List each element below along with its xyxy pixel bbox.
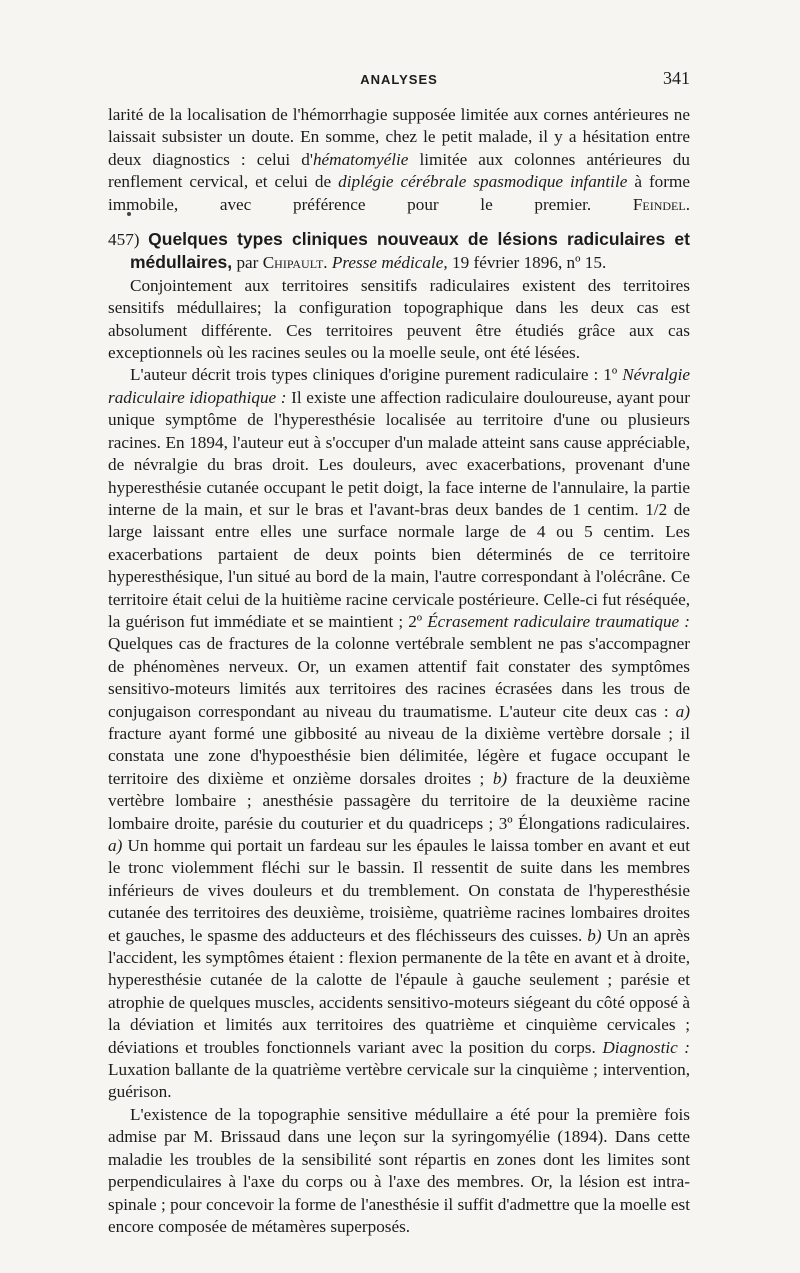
article-journal: Presse médicale, bbox=[331, 253, 448, 273]
p2-italic-6: b) bbox=[587, 925, 602, 945]
intro-text-1: larité de la localisation de l'hémorrhagie supposée limitée aux cornes antérieures ne laissait subsister un doute. En somme, chez le petit malade, il y a hésitation entre deux diagnostics : celui d' bbox=[108, 105, 690, 169]
p2-text-8: Luxation ballante de la quatrième vertèbre cervicale sur la cinquième ; intervention, guérison. bbox=[108, 1060, 690, 1102]
article-title: Quelques types cliniques nouveaux de lésions radiculaires et médullaires, bbox=[130, 229, 690, 273]
intro-paragraph bbox=[108, 104, 690, 216]
page-body bbox=[108, 104, 690, 1238]
article-number: 457) bbox=[108, 230, 149, 250]
p2-italic-3: a) bbox=[675, 701, 690, 721]
intro-text-2: limitée aux colonnes antérieures du renflement cervical, et celui de bbox=[108, 149, 690, 192]
p2-text-5: fracture de la deuxième vertèbre lombaire ; anesthésie passagère du territoire de la deuxième racine lombaire droite, parésie du couturier et du quadriceps ; 3º Élongations radiculaires. bbox=[108, 768, 690, 833]
p2-italic-2: Écrasement radiculaire traumatique : bbox=[427, 611, 690, 631]
intro-text-3: à forme immobile, avec préférence pour le premier. bbox=[108, 172, 690, 214]
p2-text-7: Un an après l'accident, les symptômes étaient : flexion permanente de la tête en avant et à droite, hyperesthésie cutanée de la calotte de l'épaule à gauche seulement ; parésie et atrophie de quelques muscles, accidents sensitivo-moteurs siégeant du côté opposé à la déviation et limités aux territoires des quatrième et cinquième cervicales ; déviations et troubles fonctionnels variant avec la position du corps. bbox=[108, 925, 690, 1057]
page-number: 341 bbox=[663, 68, 690, 88]
p2-italic-4: b) bbox=[492, 768, 508, 788]
article-par: par bbox=[232, 253, 263, 273]
paragraph-1: Conjointement aux territoires sensitifs radiculaires existent des territoires sensitifs médullaires; la configuration topographique dans les deux cas est absolument différente. Ces territoires peuvent être étudiés grâce aux cas exceptionnels où les racines seules ou la moelle seule, ont été lésées. bbox=[108, 275, 690, 363]
p2-text-4: fracture ayant formé une gibbosité au niveau de la dixième vertèbre dorsale ; il constata une zone d'hypoesthésie bien délimitée, légère et fugace occupant le territoire des dixième et onzième dorsales droites ; bbox=[108, 723, 690, 788]
p2-text-1: L'auteur décrit trois types cliniques d'origine purement radiculaire : 1º bbox=[130, 365, 623, 385]
intro-italic-1: hématomyélie bbox=[312, 149, 409, 169]
page-header bbox=[108, 70, 690, 94]
running-head: ANALYSES bbox=[360, 72, 438, 87]
p2-text-6: Un homme qui portait un fardeau sur les épaules le laissa tomber en avant et eut le tronc violemment fléchi sur le bassin. Il ressentit de suite dans les membres inférieurs de vives douleurs et du tremblement. On constata de l'hyperesthésie cutanée des territoires des deuxième, troisième, quatrième racines lombaires droites et gauches, le spasme des adducteurs et des fléchisseurs des cuisses. bbox=[108, 836, 690, 945]
p2-italic-5: a) bbox=[108, 836, 123, 855]
signature: Feindel. bbox=[632, 194, 691, 214]
intro-italic-2: diplégie cérébrale spasmodique infantile bbox=[338, 172, 628, 192]
p2-text-2: Il existe une affection radiculaire douloureuse, ayant pour unique symptôme de l'hyperesthésie localisée au territoire d'une ou plusieurs racines. En 1894, l'auteur eut à s'occuper d'un malade atteint sans cause appréciable, de névralgie du bras droit. Les douleurs, avec exacerbations, provenant d'une hyperesthésie cutanée occupant le petit doigt, la face interne de l'annulaire, la partie interne de la main, et sur le bras et l'avant-bras deux bandes de 1 centim. 1/2 de large laissant entre elles une surface normale large de 4 ou 5 centim. Les exacerbations partaient de deux points bien déterminés de ce territoire hyperesthésique, l'un situé au bord de la main, l'autre correspondant à l'olécrâne. Ce territoire était celui de la huitième racine cervicale postérieure. Celle-ci fut réséquée, la guérison fut immédiate et se maintient ; 2º bbox=[108, 387, 690, 631]
article-date: 19 février 1896, nº 15. bbox=[447, 253, 607, 273]
p2-text-3: Quelques cas de fractures de la colonne vertébrale semblent ne pas s'accompagner de phénomènes nerveux. Or, un examen attentif fait constater des symptômes sensitivo-moteurs limités aux territoires des racines écrasées dans les trous de conjugaison correspondant au niveau du traumatisme. L'auteur cite deux cas : bbox=[108, 634, 690, 721]
paragraph-2 bbox=[108, 364, 690, 1103]
p2-italic-7: Diagnostic : bbox=[602, 1037, 691, 1057]
article-author: Chipault. bbox=[262, 253, 328, 273]
article-heading bbox=[108, 228, 690, 275]
p2-italic-1: Névralgie radiculaire idiopathique : bbox=[108, 365, 690, 407]
paragraph-3: L'existence de la topographie sensitive médullaire a été pour la première fois admise par M. Brissaud dans une leçon sur la syringomyélie (1894). Dans cette maladie les troubles de la sensibilité sont répartis en zones dont les limites sont perpendiculaires à l'axe du corps ou à l'axe des membres. Or, la lésion est intra-spinale ; pour concevoir la forme de l'anesthésie il suffit d'admettre que la moelle est encore composée de métamères superposés. bbox=[108, 1104, 690, 1236]
